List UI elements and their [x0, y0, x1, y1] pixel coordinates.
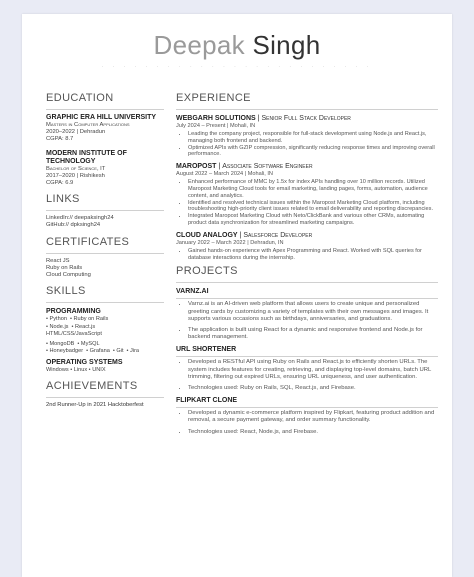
skill-item: • MongoDB — [46, 340, 75, 347]
job-dates: July 2024 – Present | Mohali, IN — [176, 123, 256, 129]
degree: Bachelor of Science, IT — [46, 165, 106, 172]
skill-item: • MySQL — [77, 340, 100, 347]
project-bullet: • The application is built using React for a dynamic and responsive frontend and Node.js for backend management. — [188, 327, 438, 341]
project-bullets — [176, 359, 438, 392]
skill-item: • Ruby on Rails — [69, 316, 109, 323]
skill-item: • React.js — [71, 323, 96, 330]
job-bullet: • Integrated Maropost Marketing Cloud with Neto/ClickBank and various other CRMs, automating product data synchronization for streamlined marketing campaigns. — [188, 213, 438, 227]
education-dates: 2017–2020 | Rishikesh — [46, 172, 105, 179]
school-name: GRAPHIC ERA HILL UNIVERSITY — [46, 114, 157, 121]
section-divider — [46, 253, 164, 254]
section-divider — [46, 302, 164, 303]
school-name: MODERN INSTITUTE OF TECHNOLOGY — [46, 149, 127, 165]
job-header — [176, 114, 438, 123]
project-bullet: • Developed a dynamic e-commerce platform inspired by Flipkart, featuring product addition and removal, a secure payment gateway, and order summary functionality. — [188, 410, 438, 424]
job-bullet: • Optimized APIs with GZIP compression, significantly reducing response times and improving overall performance. — [188, 145, 438, 159]
links-title: LINKS — [46, 193, 80, 206]
person-name — [22, 30, 452, 61]
projects-title: PROJECTS — [176, 265, 238, 278]
linkedin-link[interactable]: LinkedIn:// deepaksingh24 — [46, 215, 114, 222]
company-name: CLOUD ANALOGY — [176, 231, 238, 239]
separator: | — [257, 115, 260, 122]
job-dates: January 2022 – March 2022 | Dehradun, IN — [176, 239, 284, 246]
achievement-item: 2nd Runner-Up in 2021 Hacktoberfest — [46, 402, 144, 409]
skill-item: • Jira — [126, 348, 140, 355]
github-link[interactable]: GitHub:// dpksingh24 — [46, 222, 101, 229]
project-bullet: • Technologies used: Ruby on Rails, SQL, React.js, and Firebase. — [188, 385, 438, 392]
section-divider — [46, 397, 164, 398]
job-role: Salesforce Developer — [243, 231, 313, 239]
education-score: CGPA: 6.9 — [46, 180, 74, 187]
skill-item: • Honeybadger — [46, 348, 84, 355]
project-bullet: • Technologies used: React, Node.js, and Firebase. — [188, 429, 438, 436]
last-name: Singh — [252, 30, 321, 60]
job-bullet: • Gained hands-on experience with Apex Programming and React. Worked with SQL queries for database interactions during the internship. — [188, 248, 438, 262]
certificate-item: React JS — [46, 257, 70, 264]
skills-block — [46, 307, 164, 374]
job-bullet: • Identified and resolved technical issues within the Maropost Marketing Cloud platform, including troubleshooting high-priority client issues related to email deliverability and reporting discrepancies. — [188, 200, 438, 214]
job-dates: August 2022 – March 2024 | Mohali, IN — [176, 171, 273, 178]
skill-row — [46, 316, 164, 324]
programming-title: PROGRAMMING — [46, 308, 101, 316]
first-name: Deepak — [153, 30, 245, 60]
separator: | — [239, 231, 242, 239]
project-item — [176, 345, 438, 392]
company-name: WEBGARH SOLUTIONS — [176, 115, 256, 122]
project-item — [176, 287, 438, 341]
os-list: Windows • Linux • UNIX — [46, 366, 106, 373]
project-name: FLIPKART CLONE — [176, 397, 238, 405]
company-name: MAROPOST — [176, 163, 217, 171]
job-header — [176, 231, 438, 240]
job-bullet: • Leading the company project, responsible for full-stack development using Node.js and React.js, managing both frontend and backend. — [188, 131, 438, 145]
certificates-list — [46, 258, 164, 280]
project-divider — [176, 356, 438, 357]
certificate-item: Cloud Computing — [46, 272, 91, 279]
project-name: URL SHORTENER — [176, 346, 237, 354]
section-divider — [176, 109, 438, 110]
job-role: Senior Full Stack Developer — [261, 115, 351, 122]
certificate-item: Ruby on Rails — [46, 264, 83, 271]
skill-item: • Node.js — [46, 323, 69, 330]
project-bullet: • Varnz.ai is an AI-driven web platform that allows users to create unique and personalized greeting cards by customizing a variety of templates with their own messages and images. It supports various occasions such as birthdays, anniversaries, and graduations. — [188, 301, 438, 323]
job-item — [176, 162, 438, 227]
education-item — [46, 150, 164, 188]
separator: | — [218, 163, 221, 171]
job-bullets — [176, 179, 438, 227]
links-list — [46, 215, 164, 229]
skill-item: • Grafana — [86, 348, 110, 355]
skill-row — [46, 324, 164, 332]
job-item — [176, 231, 438, 262]
education-dates: 2020–2022 | Dehradun — [46, 129, 106, 136]
contact-line: · · · · · · · · · · · · · · · · · · · · · · · · · — [101, 64, 373, 70]
achievements-title: ACHIEVEMENTS — [46, 380, 138, 393]
degree: Masters in Computer Applications — [46, 122, 130, 128]
experience-title: EXPERIENCE — [176, 92, 251, 104]
skill-item: • Python — [46, 316, 67, 323]
education-item — [46, 114, 164, 144]
achievements-list — [46, 402, 164, 409]
section-divider — [176, 282, 438, 283]
os-title: OPERATING SYSTEMS — [46, 358, 123, 366]
job-item — [176, 114, 438, 158]
skill-row — [46, 341, 164, 349]
project-bullets — [176, 410, 438, 436]
education-score: CGPA: 8.7 — [46, 136, 74, 143]
resume-header — [22, 14, 452, 74]
education-title: EDUCATION — [46, 92, 114, 104]
skill-item: • Git — [112, 348, 124, 355]
certificates-title: CERTIFICATES — [46, 235, 130, 248]
section-divider — [46, 210, 164, 211]
project-name: VARNZ.AI — [176, 288, 209, 296]
job-role: Associate Software Engineer — [222, 163, 313, 171]
job-bullet: • Enhanced performance of MMC by 1.5x for index APIs handling over 10 million records. Utilized Maropost Marketing Cloud tools for email marketing, landing pages, forms, automation, audience content, and analytics. — [188, 179, 438, 199]
resume-page — [22, 14, 452, 577]
skill-row — [46, 331, 164, 339]
right-column — [176, 92, 438, 440]
project-item — [176, 396, 438, 436]
job-header — [176, 162, 438, 171]
skill-row — [46, 348, 164, 356]
left-column — [46, 92, 164, 415]
project-divider — [176, 298, 438, 299]
project-bullet: • Developed a RESTful API using Ruby on Rails and React.js to efficiently shorten URLs. The system includes features for creating, retrieving, and displaying top-level domains, batch URL trimming, filtering out expired URLs, ensuring URL uniqueness, and user authentication. — [188, 359, 438, 381]
project-divider — [176, 407, 438, 408]
skill-item: HTML/CSS/JavaScript — [46, 331, 102, 338]
job-bullets — [176, 248, 438, 262]
skills-title: SKILLS — [46, 285, 86, 298]
job-bullets — [176, 131, 438, 158]
project-bullets — [176, 301, 438, 341]
section-divider — [46, 109, 164, 110]
